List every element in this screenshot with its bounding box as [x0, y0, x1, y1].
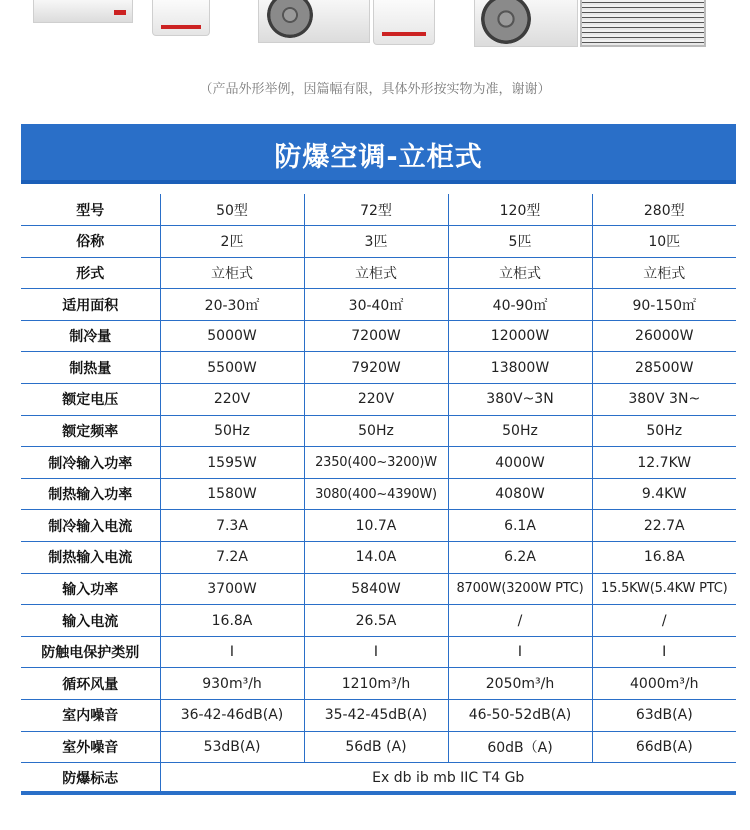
header-cell: 280型 — [592, 194, 736, 226]
value-cell: 立柜式 — [448, 257, 592, 289]
table-header-row — [21, 194, 736, 226]
table-row — [21, 320, 736, 352]
value-cell: 13800W — [448, 352, 592, 384]
table-bottom-rule — [21, 791, 736, 795]
value-cell: 16.8A — [592, 542, 736, 574]
row-label: 额定电压 — [21, 384, 160, 416]
table-row — [21, 478, 736, 510]
row-label: 制热输入功率 — [21, 478, 160, 510]
outdoor-unit-image — [33, 0, 133, 23]
value-cell: 90-150㎡ — [592, 289, 736, 321]
value-cell: 14.0A — [304, 542, 448, 574]
value-cell: 15.5KW(5.4KW PTC) — [592, 573, 736, 605]
value-cell: I — [160, 636, 304, 668]
row-label: 制冷量 — [21, 320, 160, 352]
marking-value: Ex db ib mb IIC T4 Gb — [160, 763, 736, 795]
indoor-unit-image — [373, 0, 435, 45]
value-cell: 4080W — [448, 478, 592, 510]
value-cell: 3匹 — [304, 226, 448, 258]
nameplate-label — [114, 10, 126, 15]
value-cell: 5840W — [304, 573, 448, 605]
value-cell: 16.8A — [160, 605, 304, 637]
value-cell: 12.7KW — [592, 447, 736, 479]
value-cell: 5匹 — [448, 226, 592, 258]
row-label: 适用面积 — [21, 289, 160, 321]
row-label: 制冷输入功率 — [21, 447, 160, 479]
image-caption: （产品外形举例，因篇幅有限，具体外形按实物为准，谢谢） — [199, 82, 551, 97]
value-cell: 35-42-45dB(A) — [304, 700, 448, 732]
row-label: 输入功率 — [21, 573, 160, 605]
table-row — [21, 289, 736, 321]
value-cell: 40-90㎡ — [448, 289, 592, 321]
value-cell: 4000m³/h — [592, 668, 736, 700]
value-cell: I — [448, 636, 592, 668]
table-row — [21, 636, 736, 668]
header-cell: 72型 — [304, 194, 448, 226]
value-cell: 53dB(A) — [160, 731, 304, 763]
row-label: 输入电流 — [21, 605, 160, 637]
value-cell: 20-30㎡ — [160, 289, 304, 321]
table-title: 防爆空调-立柜式 — [21, 124, 736, 184]
outdoor-unit-image — [258, 0, 370, 43]
value-cell: 4000W — [448, 447, 592, 479]
row-label: 循环风量 — [21, 668, 160, 700]
table-row — [21, 731, 736, 763]
header-cell: 120型 — [448, 194, 592, 226]
value-cell: 63dB(A) — [592, 700, 736, 732]
nameplate-label — [382, 32, 426, 36]
value-cell: 7200W — [304, 320, 448, 352]
outdoor-unit-image — [474, 0, 578, 47]
value-cell: 10匹 — [592, 226, 736, 258]
table-row — [21, 510, 736, 542]
value-cell: 立柜式 — [160, 257, 304, 289]
value-cell: 1210m³/h — [304, 668, 448, 700]
value-cell: 立柜式 — [592, 257, 736, 289]
table-row — [21, 447, 736, 479]
table-row — [21, 257, 736, 289]
row-label: 防触电保护类别 — [21, 636, 160, 668]
value-cell: 26000W — [592, 320, 736, 352]
row-label: 俗称 — [21, 226, 160, 258]
table-row — [21, 226, 736, 258]
value-cell: 5000W — [160, 320, 304, 352]
value-cell: 7.2A — [160, 542, 304, 574]
value-cell: 220V — [160, 384, 304, 416]
fan-image — [267, 0, 313, 38]
table-row — [21, 415, 736, 447]
value-cell: 7920W — [304, 352, 448, 384]
value-cell: I — [304, 636, 448, 668]
value-cell: 12000W — [448, 320, 592, 352]
value-cell: 3700W — [160, 573, 304, 605]
value-cell: / — [592, 605, 736, 637]
value-cell: 3080(400~4390W) — [304, 478, 448, 510]
value-cell: 66dB(A) — [592, 731, 736, 763]
value-cell: 50Hz — [448, 415, 592, 447]
row-label: 额定频率 — [21, 415, 160, 447]
value-cell: 30-40㎡ — [304, 289, 448, 321]
row-label: 形式 — [21, 257, 160, 289]
value-cell: 6.1A — [448, 510, 592, 542]
nameplate-label — [161, 25, 201, 29]
table-row — [21, 384, 736, 416]
value-cell: 220V — [304, 384, 448, 416]
value-cell: 5500W — [160, 352, 304, 384]
value-cell: 50Hz — [592, 415, 736, 447]
fan-image — [481, 0, 531, 44]
table-row — [21, 668, 736, 700]
product-photo-strip — [0, 0, 750, 50]
value-cell: 60dB（A) — [448, 731, 592, 763]
grille-unit-image — [580, 0, 706, 47]
table-row — [21, 700, 736, 732]
value-cell: 2050m³/h — [448, 668, 592, 700]
header-cell: 型号 — [21, 194, 160, 226]
value-cell: 1580W — [160, 478, 304, 510]
value-cell: 立柜式 — [304, 257, 448, 289]
value-cell: 2350(400~3200)W — [304, 447, 448, 479]
value-cell: 22.7A — [592, 510, 736, 542]
value-cell: 10.7A — [304, 510, 448, 542]
value-cell: / — [448, 605, 592, 637]
value-cell: 56dB (A) — [304, 731, 448, 763]
table-row — [21, 605, 736, 637]
row-label: 制热输入电流 — [21, 542, 160, 574]
value-cell: I — [592, 636, 736, 668]
value-cell: 930m³/h — [160, 668, 304, 700]
row-label: 防爆标志 — [21, 763, 160, 795]
header-cell: 50型 — [160, 194, 304, 226]
value-cell: 6.2A — [448, 542, 592, 574]
row-label: 制热量 — [21, 352, 160, 384]
value-cell: 28500W — [592, 352, 736, 384]
row-label: 室内噪音 — [21, 700, 160, 732]
value-cell: 46-50-52dB(A) — [448, 700, 592, 732]
indoor-unit-image — [152, 0, 210, 36]
table-row — [21, 573, 736, 605]
row-label: 室外噪音 — [21, 731, 160, 763]
value-cell: 8700W(3200W PTC) — [448, 573, 592, 605]
row-label: 制冷输入电流 — [21, 510, 160, 542]
value-cell: 36-42-46dB(A) — [160, 700, 304, 732]
table-row — [21, 542, 736, 574]
table-row — [21, 352, 736, 384]
value-cell: 2匹 — [160, 226, 304, 258]
value-cell: 380V 3N~ — [592, 384, 736, 416]
value-cell: 9.4KW — [592, 478, 736, 510]
table-body — [21, 226, 736, 763]
marking-row — [21, 763, 736, 795]
value-cell: 380V~3N — [448, 384, 592, 416]
value-cell: 50Hz — [160, 415, 304, 447]
value-cell: 7.3A — [160, 510, 304, 542]
spec-table — [21, 194, 736, 795]
value-cell: 1595W — [160, 447, 304, 479]
value-cell: 50Hz — [304, 415, 448, 447]
value-cell: 26.5A — [304, 605, 448, 637]
